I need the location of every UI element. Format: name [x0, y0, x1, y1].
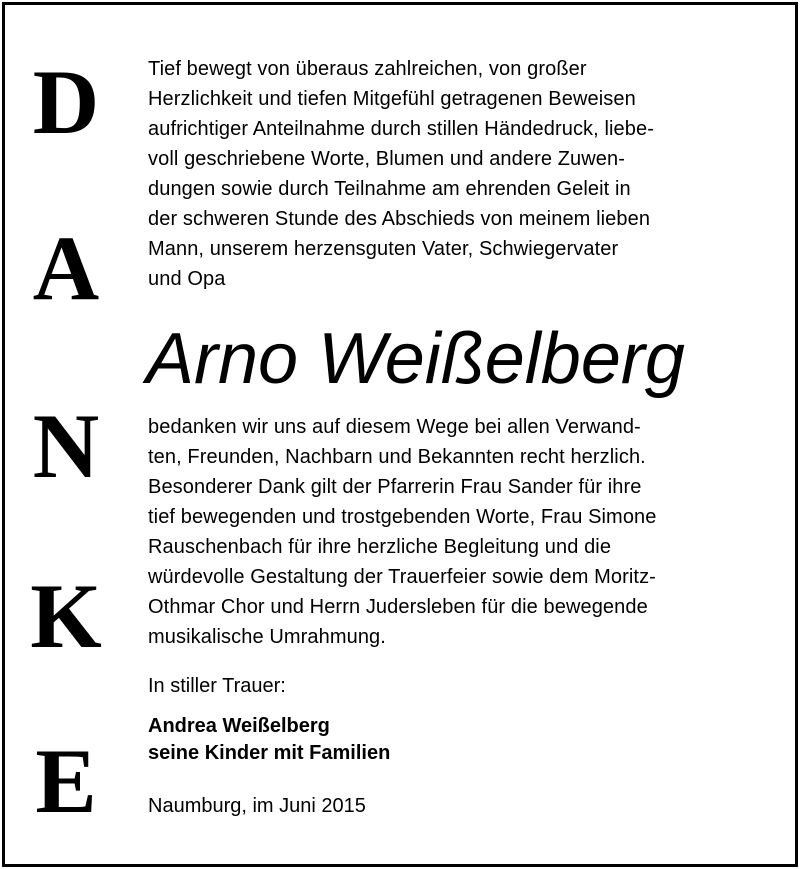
thanks-line: Rauschenbach für ihre herzliche Begleitung und die [148, 536, 612, 558]
thanks-line: musikalische Umrahmung. [148, 626, 386, 648]
thanks-line: würdevolle Gestaltung der Trauerfeier sowie dem Moritz- [148, 566, 656, 588]
side-letter-n: N [32, 395, 100, 497]
signature-family: seine Kinder mit Familien [148, 742, 391, 764]
mourning-label: In stiller Trauer: [148, 675, 286, 697]
intro-line: Tief bewegt von überaus zahlreichen, von großer [148, 58, 587, 80]
side-letter-k: K [30, 565, 102, 667]
intro-line: dungen sowie durch Teilnahme am ehrenden Geleit in [148, 178, 631, 200]
side-letter-d: D [32, 51, 100, 153]
intro-line: voll geschriebene Worte, Blumen und andere Zuwen- [148, 148, 626, 170]
intro-line: aufrichtiger Anteilnahme durch stillen Händedruck, liebe- [148, 118, 654, 140]
thanks-line: Besonderer Dank gilt der Pfarrerin Frau Sander für ihre [148, 476, 642, 498]
deceased-name: Arno Weißelberg [146, 319, 685, 399]
signature-primary: Andrea Weißelberg [148, 715, 330, 737]
thanks-line: ten, Freunden, Nachbarn und Bekannten recht herzlich. [148, 446, 646, 468]
thanks-line: Othmar Chor und Herrn Judersleben für die bewegende [148, 596, 648, 618]
side-letter-a: A [32, 217, 100, 319]
thanks-line: bedanken wir uns auf diesem Wege bei allen Verwand- [148, 416, 641, 438]
intro-line: und Opa [148, 268, 226, 290]
thanks-line: tief bewegenden und trostgebenden Worte, Frau Simone [148, 506, 657, 528]
place-date: Naumburg, im Juni 2015 [148, 795, 366, 817]
intro-line: Mann, unserem herzensguten Vater, Schwiegervater [148, 238, 619, 260]
intro-line: Herzlichkeit und tiefen Mitgefühl getragenen Beweisen [148, 88, 636, 110]
intro-line: der schweren Stunde des Abschieds von meinem lieben [148, 208, 651, 230]
side-letter-e: E [35, 730, 97, 832]
intro-paragraph [148, 54, 778, 294]
thanks-paragraph [148, 412, 778, 652]
